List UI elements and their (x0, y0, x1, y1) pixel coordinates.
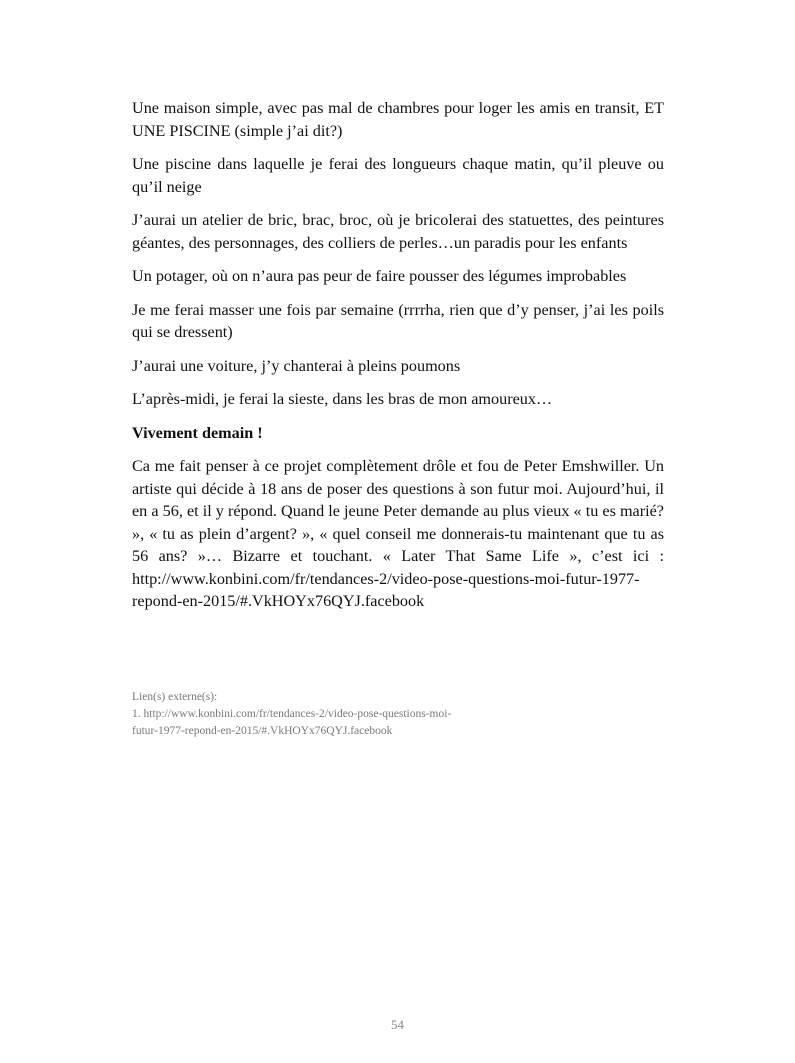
page-number: 54 (391, 1017, 404, 1032)
paragraph-vivement-demain: Vivement demain ! (132, 423, 263, 442)
paragraph-piscine: Une piscine dans laquelle je ferai des longueurs chaque matin, qu’il pleuve ou qu’il neige (132, 155, 664, 196)
paragraph-atelier: J’aurai un atelier de bric, brac, broc, où je bricolerai des statuettes, des peintures géantes, des personnages, des colliers de perles…un paradis pour les enfants (132, 211, 664, 252)
body-text (132, 97, 664, 624)
paragraph-voiture: J’aurai une voiture, j’y chanterai à pleins poumons (132, 356, 461, 375)
paragraph-potager: Un potager, où on n’aura pas peur de faire pousser des légumes improbables (132, 267, 627, 285)
external-link-line-1[interactable]: 1. http://www.konbini.com/fr/tendances-2/video-pose-questions-moi- (132, 708, 452, 720)
external-links-heading: Lien(s) externe(s): (132, 691, 218, 703)
external-link-line-2[interactable]: futur-1977-repond-en-2015/#.VkHOYx76QYJ.facebook (132, 725, 393, 737)
external-links (132, 689, 552, 740)
paragraph-projet: Ca me fait penser à ce projet complètement drôle et fou de Peter Emshwiller. Un artiste qui décide à 18 ans de poser des questions à son futur moi. Aujourd’hui, il en a 56, et il y répond. Quand le jeune Peter demande au plus vieux « tu es marié? », « tu as plein d’argent? », « quel conseil me donnerais-tu maintenant que tu as 56 ans? »… Bizarre et touchant. « Later That Same Life », c’est ici : http://www.konbini.com/fr/tendances-2/video-pose-questions-moi-futur-1977-repond-en-2015/#.VkHOYx76QYJ.facebook (132, 457, 664, 610)
paragraph-maison: Une maison simple, avec pas mal de chambres pour loger les amis en transit, ET UNE PISCINE (simple j’ai dit?) (132, 99, 664, 140)
paragraph-massage: Je me ferai masser une fois par semaine (rrrrha, rien que d’y penser, j’ai les poils qui se dressent) (132, 300, 664, 341)
paragraph-sieste: L’après-midi, je ferai la sieste, dans les bras de mon amoureux… (132, 390, 553, 408)
